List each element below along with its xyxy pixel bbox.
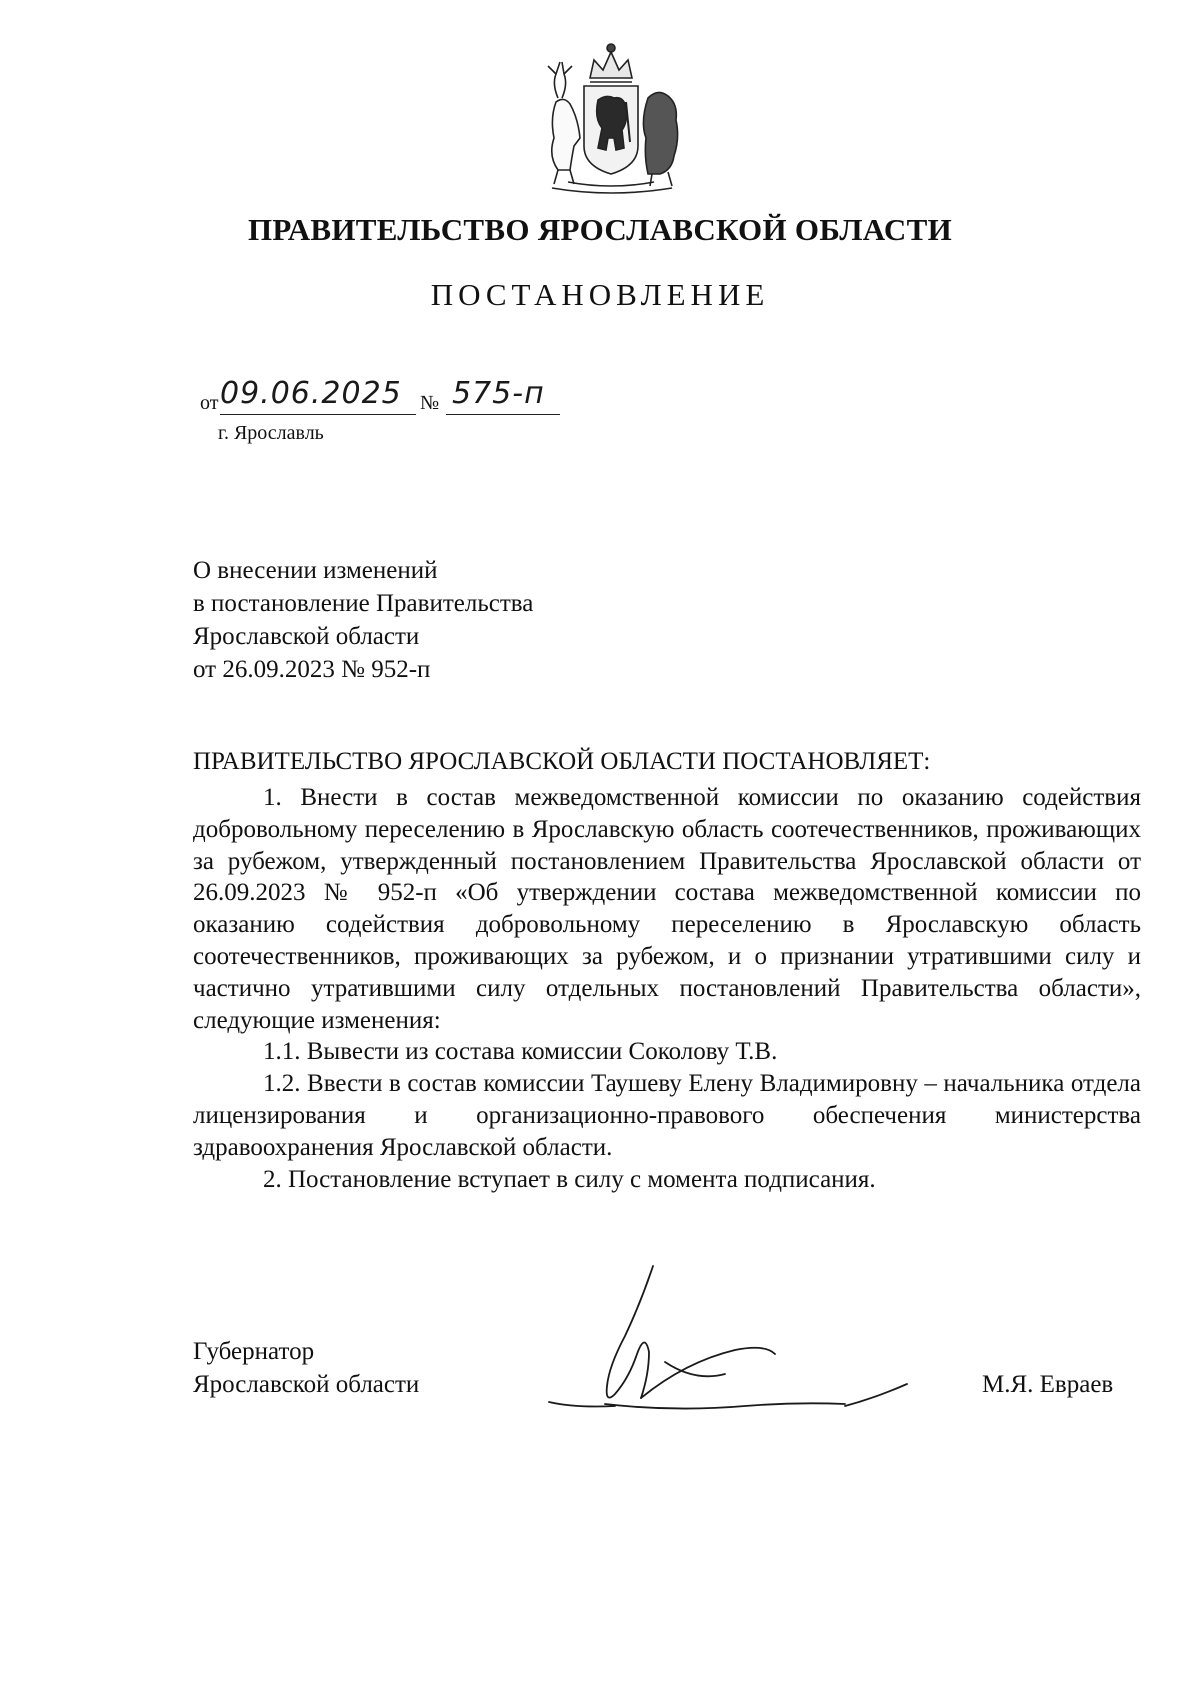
signer-name: М.Я. Евраев — [982, 1371, 1114, 1398]
coat-of-arms-emblem — [528, 38, 694, 198]
subject-line: Ярославской области — [193, 623, 420, 650]
subject-line: О внесении изменений — [193, 557, 438, 584]
handwritten-number: 575-п — [452, 376, 545, 411]
city: г. Ярославль — [218, 422, 324, 444]
item-1: 1. Внести в состав межведомственной комиссии по оказанию содействия добровольному переселению в Ярославскую область соотечественников, проживающих за рубежом, утвержденный постановлением Правительства Ярославской области от 26.09.2023 № 952-п «Об утверждении состава межведомственной комиссии по оказанию содействия добровольному переселению в Ярославскую область соотечественников, проживающих за рубежом, и о признании утратившими силу и частично утратившими силу отдельных постановлений Правительства области», следующие изменения: — [193, 784, 1141, 1034]
subject-line: от 26.09.2023 № 952-п — [193, 656, 431, 683]
organization-title: ПРАВИТЕЛЬСТВО ЯРОСЛАВСКОЙ ОБЛАСТИ — [248, 212, 952, 247]
handwritten-signature — [545, 1262, 925, 1422]
signer-position-line: Ярославской области — [193, 1371, 420, 1398]
signer-position-line: Губернатор — [193, 1338, 315, 1365]
date-number-line — [200, 376, 580, 416]
handwritten-date: 09.06.2025 — [220, 376, 402, 411]
item-1-1: 1.1. Вывести из состава комиссии Соколову Т.В. — [263, 1038, 778, 1066]
document-type: ПОСТАНОВЛЕНИЕ — [430, 277, 770, 312]
document-body — [193, 782, 1141, 1195]
signer-position — [193, 1335, 419, 1401]
date-prefix: от — [200, 392, 219, 414]
item-2: 2. Постановление вступает в силу с момента подписания. — [263, 1165, 876, 1193]
number-underline — [446, 414, 560, 415]
number-prefix: № — [420, 392, 440, 414]
date-underline — [220, 414, 416, 415]
subject-line: в постановление Правительства — [193, 590, 534, 617]
item-1-2: 1.2. Ввести в состав комиссии Таушеву Елену Владимировну – начальника отдела лицензирования и организационно-правового обеспечения министерства здравоохранения Ярославской области. — [193, 1070, 1141, 1161]
document-subject — [193, 554, 533, 686]
decree-heading: ПРАВИТЕЛЬСТВО ЯРОСЛАВСКОЙ ОБЛАСТИ ПОСТАНОВЛЯЕТ: — [193, 748, 931, 775]
